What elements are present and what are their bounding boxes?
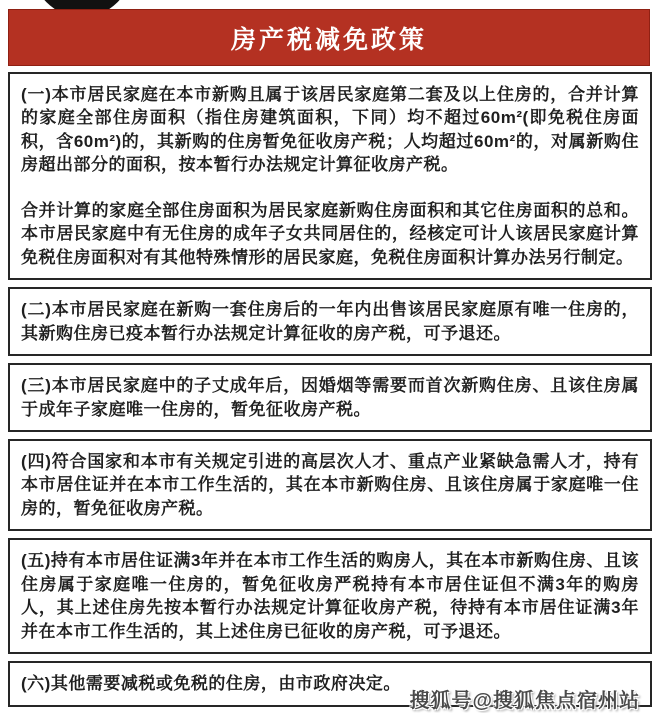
policy-section-3	[8, 363, 652, 432]
policy-content	[8, 72, 652, 712]
policy-section-6-paragraph-1: (六)其他需要减税或免税的住房，由市政府决定。	[21, 674, 401, 694]
policy-section-2-paragraph-1: (二)本市居民家庭在新购一套住房后的一年内出售该居民家庭原有唯一住房的，其新购住房已疫本暂行办法规定计算征收的房产税，可予退还。	[21, 300, 639, 343]
policy-section-3-paragraph-1: (三)本市居民家庭中的子丈成年后，因婚烟等需要而首次新购住房、且该住房属于成年子家庭唯一住房的，暂免征收房产税。	[21, 376, 639, 419]
policy-section-4-paragraph-1: (四)符合国家和本市有关规定引进的高层次人才、重点产业紧缺急需人才，持有本市居住证并在本市工作生活的，其在本市新购住房、且该住房属于家庭唯一住房的，暂免征收房产税。	[21, 451, 639, 518]
policy-section-4	[8, 439, 652, 531]
policy-section-1	[8, 72, 652, 280]
policy-section-5	[8, 538, 652, 654]
policy-section-5-paragraph-1: (五)持有本市居住证满3年并在本市工作生活的购房人，其在本市新购住房、且该住房属于家庭唯一住房的，暂免征收房严税持有本市居住证但不满3年的购房人，其上述住房先按本暂行办法规定计算征收房产税，待持有本市居住证满3年并在本市工作生活的，其上述住房已征收的房产税，可予退还。	[21, 551, 639, 641]
policy-section-6	[8, 661, 652, 712]
page-title: 房产税减免政策	[230, 25, 427, 54]
policy-section-1-paragraph-1: (一)本市居民家庭在本市新购且属于该居民家庭第二套及以上住房的，合并计算的家庭全部住房面积（指住房建筑面积，下同）均不超过60m²(即免税住房面积，含60m²)的，其新购的住房暂免征收房产税；人均超过60m²的，对属新购住房超出部分的面积，按本暂行办法规定计算征收房产税。	[21, 85, 639, 175]
sohu-watermark: 搜狐号@搜狐焦点宿州站	[409, 689, 640, 712]
title-banner	[8, 9, 650, 66]
policy-section-1-paragraph-2: 合并计算的家庭全部住房面积为居民家庭新购住房面积和其它住房面积的总和。本市居民家庭中有无住房的成年子女共同居住的，经核定可计人该居民家庭计算免税住房面积对有其他特殊情形的居民家庭，免税住房面积计算办法另行制定。	[21, 200, 639, 267]
policy-section-2	[8, 287, 652, 356]
